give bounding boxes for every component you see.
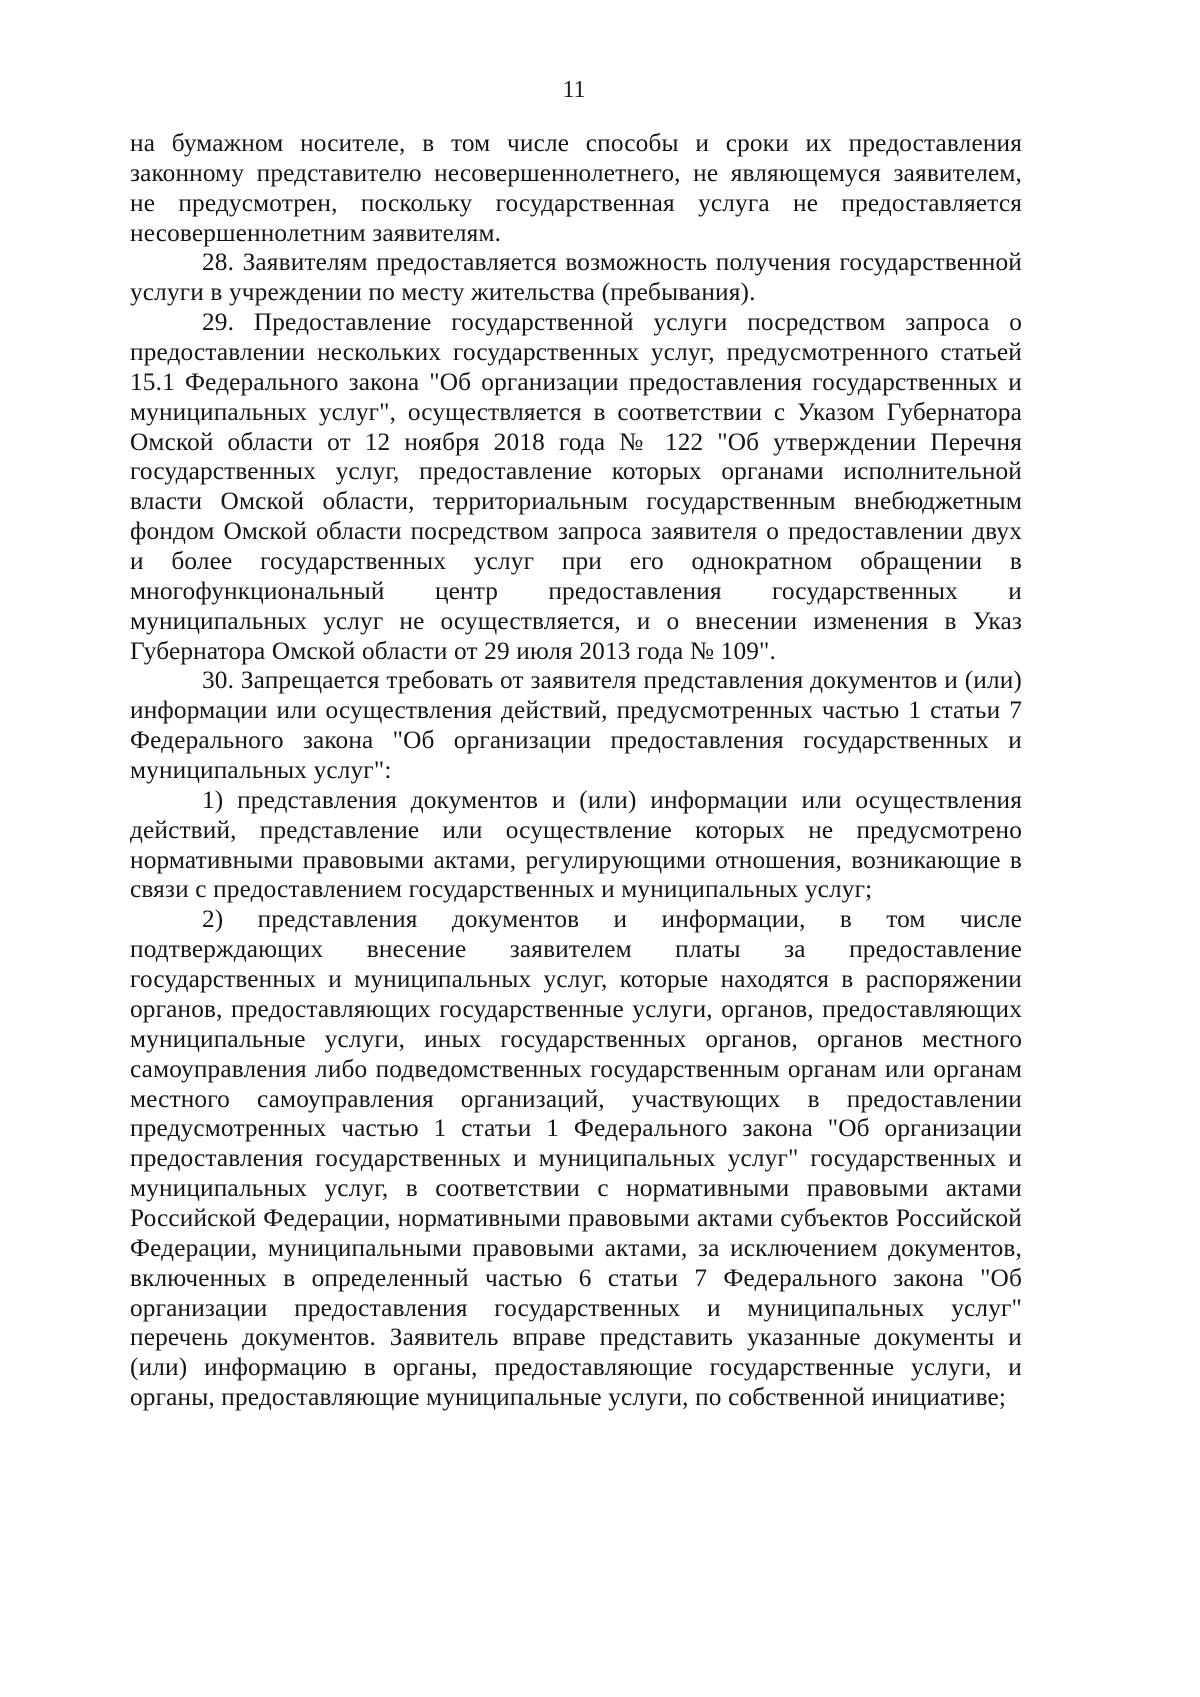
paragraph-30-item-1: 1) представления документов и (или) информации или осуществления действий, представление или осуществление которых не предусмотрено нормативными правовыми актами, регулирующими отношения, возникающие в связи с предоставлением государственных и муниципальных услуг; [130, 785, 1022, 904]
paragraph-30: 30. Запрещается требовать от заявителя представления документов и (или) информации или осуществления действий, предусмотренных частью 1 статьи 7 Федерального закона "Об организации предоставления государственных и муниципальных услуг": [130, 666, 1022, 785]
paragraph-29: 29. Предоставление государственной услуги посредством запроса о предоставлении нескольких государственных услуг, предусмотренного статьей 15.1 Федерального закона "Об организации предоставления государственных и муниципальных услуг", осуществляется в соответствии с Указом Губернатора Омской области от 12 ноября 2018 года № 122 "Об утверждении Перечня государственных услуг, предоставление которых органами исполнительной власти Омской области, территориальным государственным внебюджетным фондом Омской области посредством запроса заявителя о предоставлении двух и более государственных услуг при его однократном обращении в многофункциональный центр предоставления государственных и муниципальных услуг не осуществляется, и о внесении изменения в Указ Губернатора Омской области от 29 июля 2013 года № 109". [130, 308, 1022, 665]
paragraph-cont: на бумажном носителе, в том числе способы и сроки их предоставления законному представителю несовершеннолетнего, не являющемуся заявителем, не предусмотрен, поскольку государственная услуга не предоставляется несовершеннолетним заявителям. [130, 129, 1022, 247]
document-body [130, 129, 1022, 1413]
page-number: 11 [562, 77, 586, 103]
paragraph-28: 28. Заявителям предоставляется возможность получения государственной услуги в учреждении по месту жительства (пребывания). [130, 248, 1022, 307]
paragraph-30-item-2: 2) представления документов и информации, в том числе подтверждающих внесение заявителем платы за предоставление государственных и муниципальных услуг, которые находятся в распоряжении органов, предоставляющих государственные услуги, органов, предоставляющих муниципальные услуги, иных государственных органов, органов местного самоуправления либо подведомственных государственным органам или органам местного самоуправления организаций, участвующих в предоставлении предусмотренных частью 1 статьи 1 Федерального закона "Об организации предоставления государственных и муниципальных услуг" государственных и муниципальных услуг, в соответствии с нормативными правовыми актами Российской Федерации, нормативными правовыми актами субъектов Российской Федерации, муниципальными правовыми актами, за исключением документов, включенных в определенный частью 6 статьи 7 Федерального закона "Об организации предоставления государственных и муниципальных услуг" перечень документов. Заявитель вправе представить указанные документы и (или) информацию в органы, предоставляющие государственные услуги, и органы, предоставляющие муниципальные услуги, по собственной инициативе; [130, 905, 1022, 1412]
